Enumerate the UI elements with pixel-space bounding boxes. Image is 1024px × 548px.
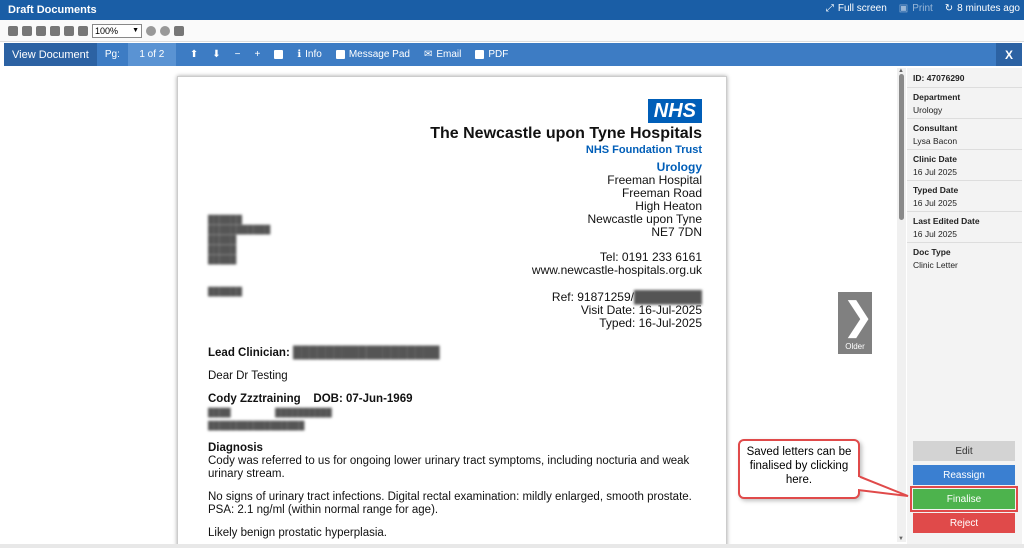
letter-page [177,76,727,544]
finalise-button[interactable]: Finalise [913,489,1015,509]
document-viewer-bar [4,43,1022,66]
patient-line [208,393,703,406]
redacted-text: █████████████████ [208,421,305,430]
detail-typed-date [907,181,1022,212]
address-line: High Heaton [635,199,702,213]
older-label: Older [845,342,865,351]
full-screen-button[interactable] [826,3,887,14]
printer-icon: ▣ [898,3,909,14]
detail-value: Urology [913,105,943,115]
zoom-out-icon[interactable] [64,26,74,36]
page-back-icon[interactable] [36,26,46,36]
detail-label: Department [913,92,961,102]
letter-paragraph: Cody was referred to us for ongoing lower urinary tract symptoms, including nocturia and weak urinary stream. [208,455,690,480]
detail-department [907,88,1022,119]
patient-details [208,393,703,432]
pdf-label: PDF [488,49,509,60]
letter-paragraph: No signs of urinary tract infections. Digital rectal examination: mildly enlarged, smooth prostate. PSA: 2.1 ng/ml (within normal range for age). [208,491,692,516]
info-label: Info [305,49,322,60]
department-heading: Urology [656,160,702,174]
arrow-up-icon: ⬆ [189,49,199,60]
older-document-button[interactable] [838,292,872,354]
pdf-button[interactable] [475,49,508,60]
redacted-text: ████████ [633,290,702,304]
telephone: Tel: 0191 233 6161 [599,250,702,264]
detail-value: 16 Jul 2025 [913,198,957,208]
lead-clinician-label: Lead Clinician: [208,347,290,359]
address-line: NE7 7DN [651,225,702,239]
message-pad-button[interactable] [336,49,410,60]
redacted-text: ██████████████████ [293,347,440,359]
document-icon[interactable] [22,26,32,36]
redacted-text: ████ ██████████ [208,408,332,417]
letter-paragraph: Likely benign prostatic hyperplasia. [208,527,387,539]
zoom-in-button[interactable]: + [254,49,261,60]
hospital-contact [532,251,702,277]
document-details-panel [907,68,1022,546]
print-button[interactable] [899,3,933,14]
reference-label: Ref: 91871259/ [551,290,634,304]
zoom-out-button[interactable]: − [234,49,241,60]
chevron-right-icon: ❯ [842,296,874,338]
detail-value: Clinic Letter [913,260,958,270]
close-viewer-button[interactable]: X [996,43,1022,66]
email-label: Email [436,49,462,60]
address-line: Freeman Hospital [607,173,702,187]
binoculars-icon[interactable] [8,26,18,36]
diagnosis-heading: Diagnosis [208,442,263,454]
title-bar-actions [826,3,1020,14]
callout-arrow [858,470,912,500]
detail-label: Typed Date [913,185,959,195]
edit-button[interactable]: Edit [913,441,1015,461]
chevron-down-icon: ▼ [132,26,139,34]
address-line: Newcastle upon Tyne [587,212,702,226]
copy-icon [274,50,283,59]
help-callout: Saved letters can be finalised by clicking here. [738,439,860,499]
home-icon[interactable] [174,26,184,36]
detail-last-edited-date [907,212,1022,243]
arrow-down-icon: ⬇ [212,49,221,60]
detail-value: 16 Jul 2025 [913,229,957,239]
visit-date: Visit Date: 16-Jul-2025 [580,303,702,317]
hospital-name: The Newcastle upon Tyne Hospitals [430,125,702,142]
detail-value: Lysa Bacon [913,136,958,146]
email-button[interactable] [424,49,461,60]
last-updated-text: 8 minutes ago [957,3,1020,14]
circle-icon[interactable] [160,26,170,36]
bottom-border [0,544,1024,548]
letter-references [552,291,702,330]
info-icon: ℹ [297,49,302,60]
hospital-address [587,161,702,239]
detail-label: Last Edited Date [913,216,980,226]
refresh-icon: ↻ [944,3,954,14]
zoom-in-icon[interactable] [78,26,88,36]
envelope-icon: ✉ [423,49,433,60]
patient-name: Cody Zzztraining [208,393,301,405]
detail-consultant [907,119,1022,150]
refresh-status[interactable] [945,3,1020,14]
expand-icon: ⤢ [825,3,834,14]
zoom-value: 100% [95,25,119,36]
recipient-ref-redacted: ██████ [208,287,243,296]
detail-clinic-date [907,150,1022,181]
previous-page-button[interactable] [190,49,198,60]
detail-label: Doc Type [913,247,951,257]
toolbar [0,20,1024,42]
detail-doc-type [907,243,1022,273]
window-title: Draft Documents [8,4,97,16]
message-pad-icon [336,50,345,59]
letter-body [208,347,703,544]
website: www.newcastle-hospitals.org.uk [531,263,702,277]
scroll-down-icon[interactable]: ▼ [898,536,904,542]
message-pad-label: Message Pad [348,49,410,60]
reject-button[interactable]: Reject [913,513,1015,533]
detail-label: Clinic Date [913,154,957,164]
title-bar [0,0,1024,20]
detail-label: Consultant [913,123,958,133]
trust-name: NHS Foundation Trust [585,144,702,156]
page-indicator[interactable]: 1 of 2 [128,43,176,66]
address-line: Freeman Road [621,186,702,200]
page-label: Pg: [104,49,120,60]
lead-clinician-line [208,347,703,360]
copy-button[interactable] [274,50,283,59]
view-document-label: View Document [4,43,97,66]
reassign-button[interactable]: Reassign [913,465,1015,485]
page-forward-icon[interactable] [50,26,60,36]
zoom-select[interactable] [92,24,142,38]
patient-dob: DOB: 07-Jun-1969 [313,393,413,405]
info-button[interactable] [297,49,322,60]
scroll-up-icon[interactable]: ▲ [898,68,904,74]
full-screen-label: Full screen [837,3,887,14]
recipient-address-redacted: ██████ ███████████ █████ █████ █████ [208,215,271,264]
typed-date: Typed: 16-Jul-2025 [599,316,702,330]
detail-value: 16 Jul 2025 [913,167,957,177]
nhs-logo: NHS [648,99,702,123]
print-label: Print [912,3,933,14]
document-id: ID: 47076290 [907,68,1022,88]
pdf-icon [475,50,484,59]
scrollbar-thumb[interactable] [899,74,904,220]
salutation: Dear Dr Testing [208,370,288,382]
circle-icon[interactable] [146,26,156,36]
next-page-button[interactable] [212,49,220,60]
